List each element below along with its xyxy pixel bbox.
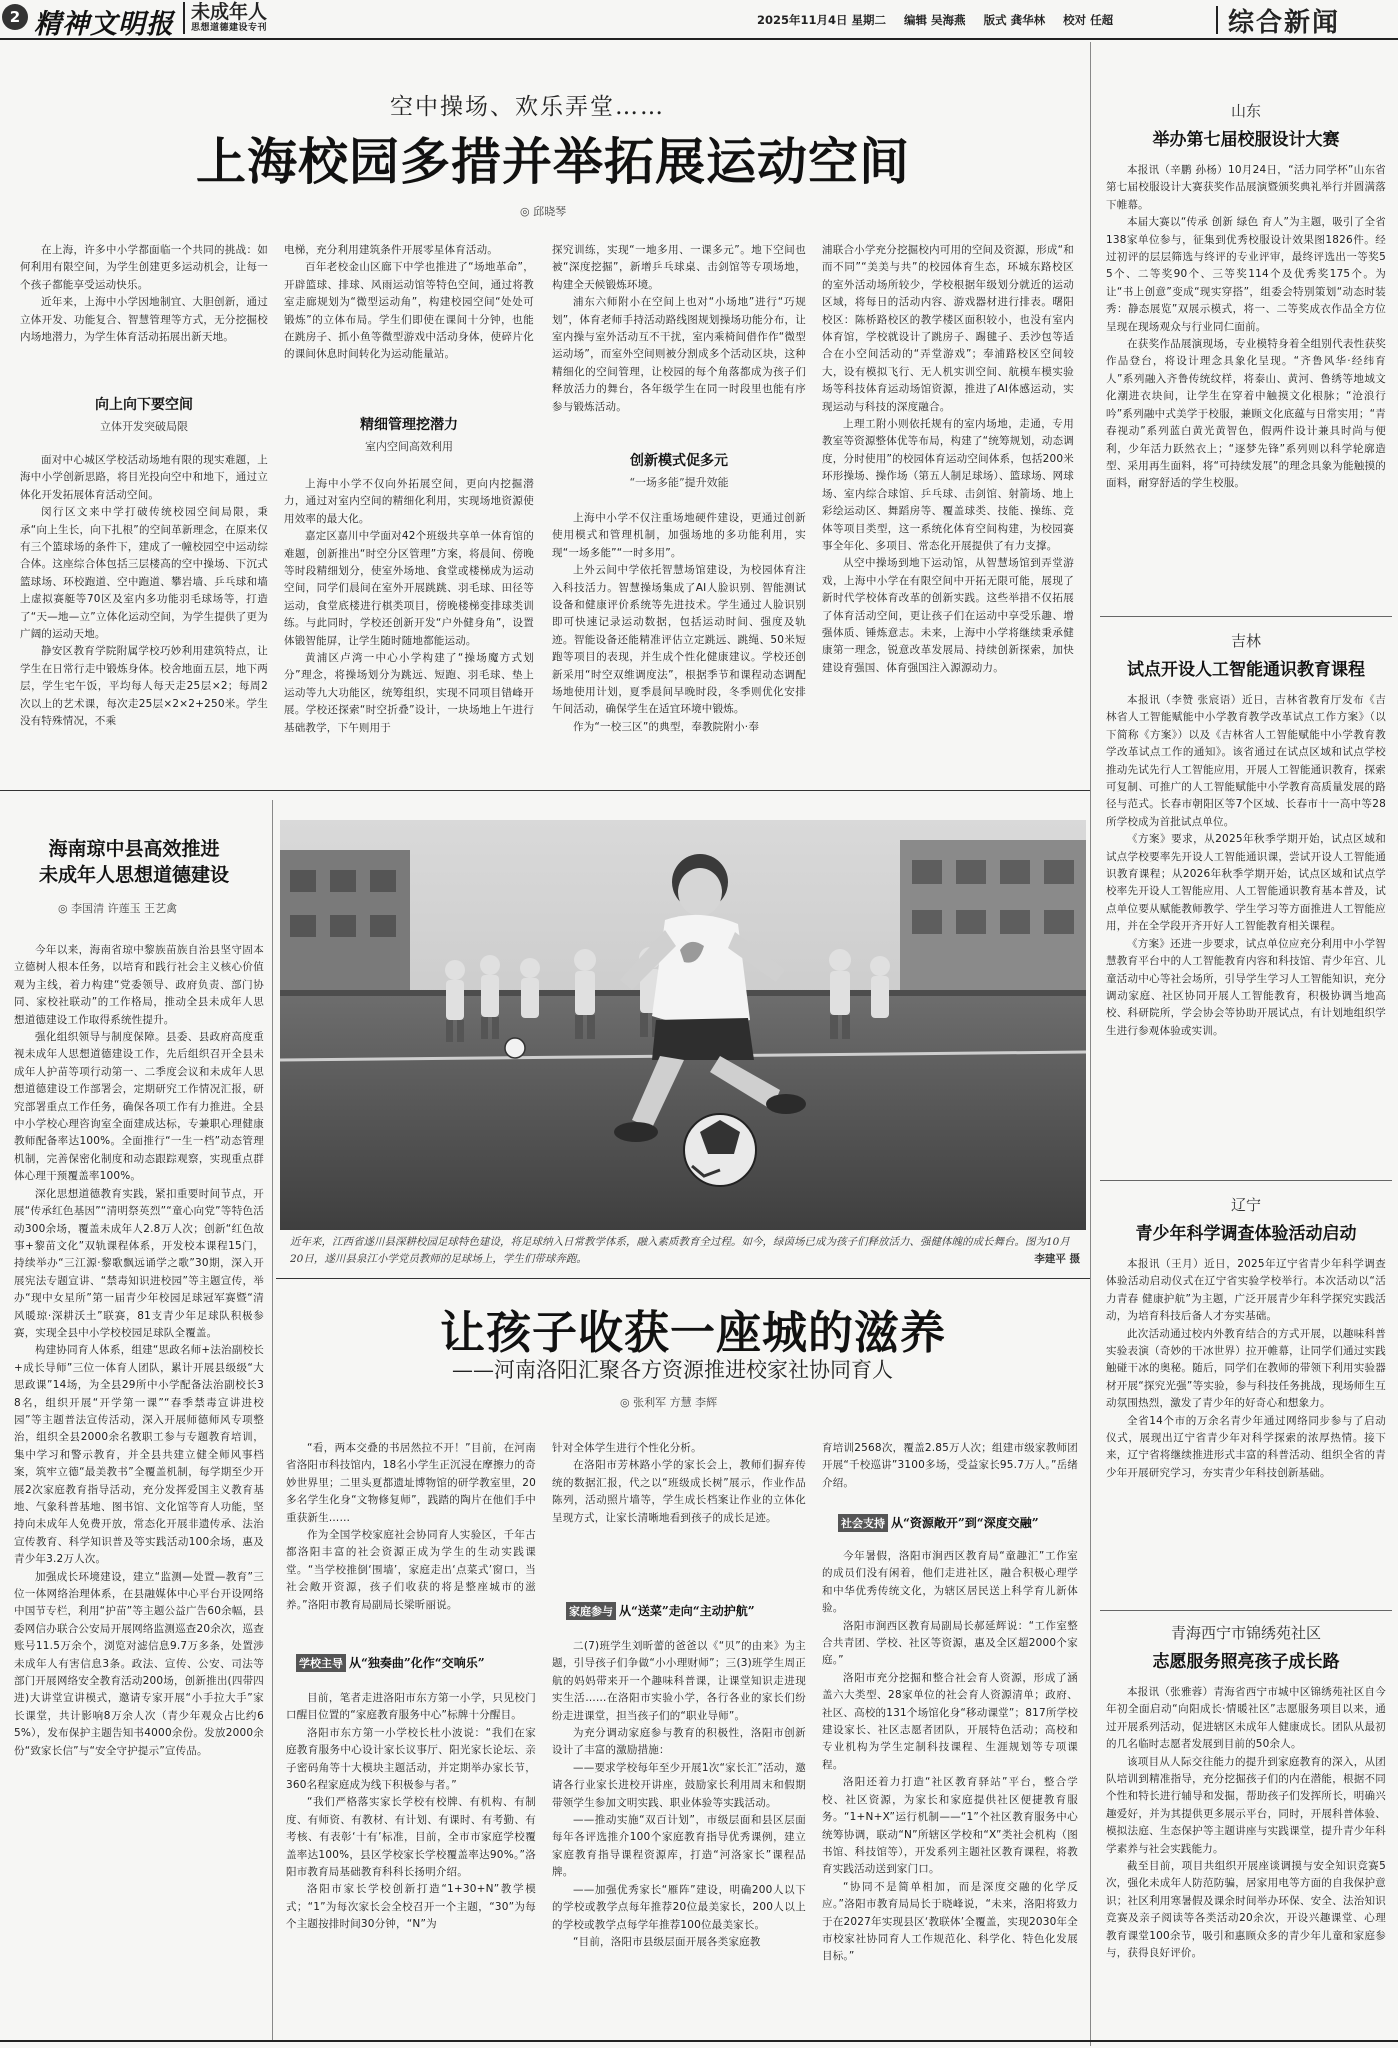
lead-byline: ◎ 邱晓琴 [520, 205, 567, 218]
column-name: 综合新闻 [1228, 8, 1341, 38]
lead-subhead-1: 向上向下要空间 立体开发突破局限 [95, 397, 193, 433]
lead-subhead-2: 精细管理挖潜力 室内空间高效利用 [360, 417, 458, 453]
luoyang-colA-bottom: 目前，笔者走进洛阳市东方第一小学，只见校门口醒目位置的“家庭教育服务中心”标牌十分醒目。 洛阳市东方第一小学校长杜小波说：“我们在家庭教育服务中心设计家长议事厅、阳光家长论坛、亲子密码角等十大模块主题活动，并定期举办家长节，360名程家庭成为线下积极参与者。” “我们严格落实家长学校有校牌、有机构、有制度、有师资、有教材、有计划、有课时、有考勤、有考核、有表彰‘十有’标准，目前，全市市家庭学校覆盖率达100%，县区学校家长学校覆盖率达90%。”洛阳市教育局基础教育科科长扬明介绍。 洛阳市家长学校创新打造“1+30+N”教学模式；“1”为每次家长会全校召开一个主题，“30”为每个主题按排时间30分钟，“N”为 [286, 1692, 536, 1931]
jilin-body: 本报讯（李赞 张宸语）近日，吉林省教育厅发布《吉林省人工智能赋能中小学教育教学改革试点工作方案》（以下简称《方案》）以及《吉林省人工智能赋能中小学教育教学改革试点工作的通知》。该省通过在试点区域和试点学校推动先试先行人工智能应用，开展人工智能通识教育，探索可复制、可推广的人工智能赋能中小学教育高质量发展的路径与范式。长春市朝阳区等7个区域、长春市十一高中等28所学校成为首批试点单位。 《方案》要求，从2025年秋季学期开始，试点区域和试点学校要率先开设人工智能通识课，尝试开设人工智能通识教育课程；从2026年秋季学期开始，试点区域和试点学校率先开设人工智能应用、人工智能通识教育基本普及，试点单位要从赋能教师教学、学生学习等方面推进人工智能应用，并在全学段开齐开好人工智能教育相关课程。 《方案》还进一步要求，试点单位应充分利用中小学智慧教育平台中的人工智能教育内容和科技馆、青少年宫、儿童活动中心等社会场所，引导学生学习人工智能知识，充分调动家庭、社区协同开展人工智能教育，积极协调当地高校、科研院所，学会协会等协助开展试点，有计划地组织学生进行参观体验或实训。 [1106, 694, 1386, 1037]
lead-subhead-3: 创新模式促多元 “一场多能”提升效能 [629, 453, 729, 489]
lead-bottom-rule [0, 790, 1090, 791]
right-sidebar-divider [1090, 42, 1091, 2046]
sidebar-rule-3 [1100, 1610, 1392, 1611]
layout-credit: 版式 龚华林 [983, 13, 1046, 27]
issue-info [757, 12, 1113, 28]
shandong-head: 山东 举办第七届校服设计大赛 [1152, 102, 1340, 150]
luoyang-tag-family: 家庭参与 从“送菜”走向“主动护航” [566, 1600, 755, 1620]
page-number-badge: 2 [2, 4, 28, 30]
luoyang-colA-top: “看，两本交叠的书居然拉不开！”目前，在河南省洛阳市科技馆内，18名小学生正沉浸在摩擦力的奇妙世界里；二里头夏都遗址博物馆的研学教室里，20多名学生化身“文物修复师”，践踏的陶片在他们手中重获新生…… 作为全国学校家庭社会协同育人实验区，千年古都洛阳丰富的社会资源正成为学生的生动实践课堂。“当学校推倒‘围墙’，家庭走出‘点菜式’窗口，当社会敞开资源，孩子们收获的将是整座城市的滋养。”洛阳市教育局副局长梁昕丽说。 [286, 1442, 536, 1611]
column-divider [1216, 6, 1218, 34]
qiongzhong-byline: ◎ 李国清 许莲玉 王艺禽 [58, 902, 178, 915]
photo-caption: 近年来，江西省遂川县深耕校园足球特色建设，将足球纳入日常教学体系，融入素质教育全过程。如今，绿茵场已成为孩子们释放活力、强健体魄的成长舞台。图为10月20日，遂川县泉江小学党员教师的足球场上，学生们带球奔跑。 李建平 摄 [290, 1234, 1080, 1268]
lead-col1-bottom: 面对中心城区学校活动场地有限的现实难题，上海中小学创新思路，将目光投向空中和地下，通过立体化开发拓展体育活动空间。 闵行区文来中学打破传统校园空间局限，秉承“向上生长，向下扎根”的空间革新理念，在原来仅有三个篮球场的条件下，建成了一幢校园空中运动综合体。这座综合体包括三层楼高的空中操场、下沉式篮球场、环校跑道、空中跑道、攀岩墙、乒乓球和墙上虚拟赛艇等70区及室内多功能羽毛球场等，打造了“天—地—立”立体化运动空间，为学生提供了更为广阔的运动天地。 静安区教育学院附属学校巧妙利用建筑特点，让学生在日常行走中锻炼身体。校舍地面五层，地下两层，学生宅午饭，平均每人每天走25层×2；每周2次以上的艺术课，每次走25层×2×2+250米。学生没有特殊情况，不乘 [20, 454, 268, 728]
paper-masthead: 精神文明报 [34, 9, 174, 40]
page-bottom-rule [0, 2040, 1398, 2042]
luoyang-colC-top: 育培训2568次，覆盖2.85万人次；组建市级家教师团开展“千校巡讲”3100多场，受益家长95.7万人。”岳绪介绍。 [822, 1442, 1078, 1489]
lead-headline: 上海校园多措并举拓展运动空间 [196, 132, 910, 191]
luoyang-colC-bottom: 今年暑假，洛阳市涧西区教育局“童趣汇”工作室的成员们没有闲着，他们走进社区，融合积极心理学和中华优秀传统文化，为辖区居民送上科学育儿新体验。 洛阳市涧西区教育局副局长郝延辉说：“工作室整合共青团、学校、社区等资源，惠及全区超2000个家庭。” 洛阳市充分挖掘和整合社会育人资源，形成了涵盖六大类型、28家单位的社会育人资源清单；政府、社区、高校的131个场馆化身“移动课堂”；817所学校建设家长、社区志愿者团队，开展特色活动；高校和专业机构为学生定制科技课程、生涯规划等专项课程。 洛阳还着力打造“社区教育驿站”平台，整合学校、社区资源，为家长和家庭提供社区便捷教育服务。“1+N+X”运行机制——“1”个社区教育服务中心统筹协调，联动“N”所辖区学校和“X”类社会机构（图书馆、科技馆等），开发系列主题社区教育课程，将教育实践活动送到家门口。 “协同不是简单相加，而是深度交融的化学反应。”洛阳市教育局局长于晓峰说，“未来，洛阳将致力于在2027年实现县区‘教联体’全覆盖，实现2030年全市校家社协同育人工作规范化、科学化、特色化发展目标。” [822, 1550, 1078, 1963]
lead-col2-bottom: 上海中小学不仅向外拓展空间，更向内挖掘潜力，通过对室内空间的精细化利用，实现场地资源使用效率的最大化。 嘉定区嘉川中学面对42个班级共享单一体育馆的难题，创新推出“时空分区管理”方案，将晨间、傍晚等时段精细划分，使室外场地、食堂或楼梯成为运动空间，同学们晨间在室外开展跳跳、羽毛球、田径等运动，食堂底楼进行棋类项目，傍晚楼梯变排球类训练。与此同时，学校还创新开发“户外健身角”，设置体锻智能屏，让学生随时随地都能运动。 黄浦区卢湾一中心小学构建了“操场魔方式划分”理念，将操场划分为跳远、短跑、羽毛球、垫上运动等九大功能区，统筹组织，实现不同项目错峰开展。学校还探索“时空折叠”设计，一块场地上午进行基础教学，下午则用于 [284, 478, 534, 734]
photo-bottom-rule [276, 1278, 1090, 1279]
football-photo [280, 820, 1086, 1230]
luoyang-colB-top: 针对全体学生进行个性化分析。 在洛阳市芳林路小学的家长会上，教师们摒弃传统的数据汇报，代之以“班级成长树”展示，作业作品陈列，活动照片墙等，学生成长档案让作业的立体化呈现方式，让家长清晰地看到孩子的成长足迹。 [552, 1442, 806, 1524]
lead-kicker: 空中操场、欢乐弄堂…… [390, 94, 665, 120]
proof-credit: 校对 任超 [1063, 13, 1114, 27]
liaoning-head: 辽宁 青少年科学调查体验活动启动 [1135, 1196, 1357, 1244]
qiongzhong-title: 海南琼中县高效推进 未成年人思想道德建设 [38, 838, 229, 886]
lead-col3-bottom: 上海中小学不仅注重场地硬件建设，更通过创新使用模式和管理机制，加强场地的多功能利用，实现“一场多能”“一时多用”。 上外云间中学依托智慧场馆建设，为校园体育注入科技活力。智慧操场集成了AI人脸识别、智能测试设备和健康评价系统等先进技术。学生通过人脸识别即可快速记录运动数据，包括运动时间、强度及轨迹。智能设备还能精准评估立定跳远、跳绳、50米短跑等项目的表现，并生成个性化健康建议。学校还创新采用“时空双维调度法”，根据季节和课程动态调配场地使用计划，夏季晨间早晚时段，冬季则优化安排午间活动，确保学生在适宜环境中锻炼。 作为“一校三区”的典型，奉教院附小·奉 [552, 512, 806, 733]
lead-col2-top: 电梯，充分利用建筑条件开展零星体育活动。 百年老校金山区廊下中学也推进了“场地革命”，开辟篮球、排球、风雨运动馆等特色空间，通过将教室走廊规划为“微型运动角”，构建校园空间“处处可锻炼”的立体布局。学生们即使在课间十分钟，也能在跳房子、抓小鱼等微型游戏中活动身体，使碎片化的课间休息时间转化为运动能量站。 [284, 244, 534, 361]
photo-credit: 李建平 摄 [1034, 1253, 1080, 1265]
luoyang-tag-society: 社会支持 从“资源敞开”到“深度交融” [838, 1512, 1039, 1532]
editor-credit: 编辑 吴海燕 [904, 13, 966, 27]
luoyang-colB-bottom: 二(7)班学生刘昕蕾的爸爸以《“贝”的由来》为主题，引导孩子们争做“小小理财师”；三(3)班学生周正航的妈妈带来开一个趣味科普课，让课堂知识走进现实生活……在洛阳市实验小学，各行各业的家长们纷纷走进课堂，担当孩子们的“职业导师”。 为充分调动家庭参与教育的积极性，洛阳市创新设计了丰富的激励措施： ——要求学校每年至少开展1次“家长汇”活动，邀请各行业家长进校开讲座，鼓励家长利用周末和假期带领学生参加文明实践、职业体验等实践活动。 ——推动实施“双百计划”，市级层面和县区层面每年各评选推介100个家庭教育指导优秀课例，建立家庭教育指导课程资源库，打造“河洛家长”课程品牌。 ——加强优秀家长“雁阵”建设，明确200人以下的学校或教学点每年推荐20位最美家长，200人以上的学校或教学点每学年推荐100位最美家长。 “目前，洛阳市县级层面开展各类家庭教 [552, 1640, 806, 1948]
section-name: 未成年人 思想道德建设专刊 [183, 2, 267, 34]
qinghai-head: 青海西宁市锦绣苑社区 志愿服务照亮孩子成长路 [1152, 1624, 1340, 1672]
lead-col4: 浦联合小学充分挖掘校内可用的空间及资源，形成“和而不同”“美美与共”的校园体育生态，环城东路校区的室外活动场所较少，学校根据年级划分就近的运动区域，将每日的活动内容、游戏器材进行排表。曙阳校区：陈桥路校区的教学楼区面积较小，也没有室内体育馆，学校就设计了跳房子、踢毽子、丢沙包等适合在小空间活动的“弄堂游戏”；奉浦路校区空间较大，设有模拟飞行、无人机实训空间、航模车模实验场等科技体育运动场馆资源，推进了AI体感运动，实现运动与科技的深度融合。 上理工附小则依托规有的室内场地，走通，专用教室等资源整体优等布局，构建了“统筹规划，动态调度，分时使用”的校园体育运动空间体系，包括200米环形操场、操作场（第五人制足球场）、篮球场、网球场、室内综合球馆、乒乓球、击剑馆、射箭场、地上彩绘运动区、舞蹈房等、覆盖球类、技能、操练、竞体等项目类型，这一系统化体育空间构建，为校园赛事全年化、多项目、常态化开展提供了有力支撑。 从空中操场到地下运动馆，从智慧场馆到弄堂游戏，上海中小学在有限空间中开拓无限可能，展现了新时代学校体育改革的创新实践。这些举措不仅拓展了体育活动空间，更让孩子们在运动中享受乐趣、增强体质、锤炼意志。未来，上海中小学将继续秉承健康第一理念，锐意改革发展局、持续创新探索，加快建设育强国、体育强国注入源源动力。 [822, 244, 1074, 674]
qiongzhong-body: 今年以来，海南省琼中黎族苗族自治县坚守固本立德树人根本任务，以培育和践行社会主义核心价值观为主线，着力构建“党委领导、政府负责、部门协同、家校社联动”的工作格局，推动全县未成年人思想道德建设工作取得系统性提升。 强化组织领导与制度保障。县委、县政府高度重视未成年人思想道德建设工作，先后组织召开全县未成年人护苗等项行动第一、二季度会议和未成年人思想道德建设工作部署会，定期研究工作情况汇报，研究部署重点工作任务，确保各项工作有力推进。全县中小学校心理咨询室全面建成达标，专兼职心理健康教师配备率达100%。全面推行“一生一档”动态管理机制，完善保密化制度和动态跟踪观察，实现重点群体心理干预覆盖率100%。 深化思想道德教育实践，紧扣重要时间节点，开展“传承红色基因”“清明祭英烈”“童心向党”等特色活动300余场，覆盖未成年人2.8万人次；创新“红色故事+黎苗文化”双轨课程体系，开发校本课程15门，持续举办“三江源·黎歌飘远诵学之歌”30期，深入开展宪法专题宣讲、“禁毒知识进校园”等主题宣传，举办“现中女星所”第一届青少年校园足球冠军赛暨“清风暖琼·深耕沃土”联赛，81支青少年足球队积极参赛，实现全县中小学校校园足球队全覆盖。 构建协同育人体系，组建“思政名师+法治副校长+成长导师”三位一体育人团队，累计开展县级级“大思政课”14场，为全县29所中小学配备法治副校长38名，组织开展“开学第一课”“春季禁毒宣讲进校园”等主题普法宣传活动，深入开展师德师风专项整治，组织全县2000余名教职工参与专题教育培训，集中学习和警示教育，并全县共建立健全师风事档案，筑牢立德“最美教书”全覆盖机制，每学期至少开展2次家庭教育指导活动，充分发挥爱国主义教育基地、气象科普基地、图书馆、文化馆等育人功能，坚持向未成年人免费开放，常态化开展非遗传承、法治宣传教育、科学知识普及等实践活动100余场，惠及青少年3.2万人次。 加强成长环境建设，建立“监测—处置—教育”三位一体网络治理体系，在县融媒体中心平台开设网络中国节专栏，利用“护苗”等主题公益广告60余幅，县委网信办联合公安局开展网络监测巡查20余次，巡查账号11.5万余个，浏览对滤信息9.7万多条，处置涉未成年人有害信息3条。政法、宣传、公安、司法等部门开展网络安全教育活动200场，创新推出(四带四进)大讲堂宣讲模式，邀请专家开展“小手拉大手”家长课堂，共计影响8万余人次（青少年观众占比约65%），发布保护主题告知书4000余份。发放2000余份“致家长信”与“安全守护提示”宣传品。 [14, 944, 264, 1757]
qinghai-body: 本报讯（张雅蓉）青海省西宁市城中区锦绣苑社区自今年初全面启动“向阳成长·情暖社区”志愿服务项目以来，通过开展系列活动，促进辖区未成年人健康成长。团队从最初的几名临时志愿者发展到目前的50余人。 该项目从人际交往能力的提升到家庭教育的深入，从团队培训到精准指导，充分挖掘孩子们的内在潜能，根据不同个性和特长进行辅导和发掘，帮助孩子们发挥所长，明确兴趣爱好，并为其提供更多展示平台，同时，开展科普体验、模拟法庭、生态保护等主题讲座与实践课堂，提升青少年科学素养与社会实践能力。 截至目前，项目共组织开展座谈调摸与安全知识竞赛5次，强化未成年人防范防骗，居家用电等方面的自我保护意识；社区利用寒暑假及课余时间举办环保、安全、法治知识竞赛及亲子阅读等各类活动20余次，开设兴趣课堂、心理教育课堂100余节，吸引和惠顾众多的青少年儿童和家庭参与，获得良好评价。 [1106, 1686, 1386, 1960]
luoyang-headline: 让孩子收获一座城的滋养 [440, 1306, 947, 1359]
liaoning-body: 本报讯（王月）近日，2025年辽宁省青少年科学调查体验活动启动仪式在辽宁省实验学校举行。本次活动以“活力青春 健康护航”为主题，广泛开展青少年科学探究实践活动，为培育科技后备人才夯实基础。 此次活动通过校内外教育结合的方式开展，以趣味科普实验表演（奇妙的干冰世界）拉开帷幕，让同学们通过实践触碰干冰的奥秘。随后，同学们在教师的带领下利用实验器材开展“探究光强”等实验，参与科技任务挑战，现场师生互动氛围热烈，激发了青少年的好奇心和想象力。 全省14个市的万余名青少年通过网络同步参与了启动仪式，展现出辽宁省青少年对科学探索的浓厚热情。接下来，辽宁省将继续推进形式丰富的科普活动、组织全省的青少年开展研究学习，夯实青少年科技创新基础。 [1106, 1258, 1386, 1479]
qiongzhong-divider [272, 800, 273, 2040]
shandong-body: 本报讯（辛鹏 孙杨）10月24日，“活力同学杯”山东省第七届校服设计大赛获奖作品展演暨颁奖典礼举行并圆满落下帷幕。 本届大赛以“传承 创新 绿色 育人”为主题，吸引了全省138家单位参与，征集到优秀校服设计效果图1826件。经过初评的层层筛选与终评的专业评审，最终评选出一等奖55个、二等奖90个、三等奖114个及优秀奖175个。为让“书上创意”变成“现实穿搭”，组委会特别策划“动态时装秀：静态展览”双展示模式，将一、二等奖成衣作品全方位呈现在现场观众与行业同仁面前。 在获奖作品展演现场，专业模特身着全组别代表性获奖作品登台，将设计理念具象化呈现。“齐鲁风华·经纬育人”系列融入齐鲁传统纹样，将泰山、黄河、鲁绣等地域文化潮进衣块间，让学生在穿着中触摸文化根脉；“沧浪行吟”系列融中式美学于校服，兼顾文化底蕴与日常实用；“青春视动”系列蓝白黄光黄智色，假两件设计兼具时尚与便利，少年活力跃然衣上；“逐梦先锋”系列则以科学轮廓造型、采用再生面料，将“可持续发展”的理念具象为能触摸的面料，耐穿舒适的学生校服。 [1106, 164, 1386, 490]
issue-date: 2025年11月4日 星期二 [757, 13, 887, 27]
header-rule [0, 38, 1398, 40]
sidebar-rule-2 [1100, 1180, 1392, 1181]
luoyang-tag-school: 学校主导 从“独奏曲”化作“交响乐” [296, 1652, 485, 1672]
football-photo-illustration [280, 820, 1086, 1230]
jilin-head: 吉林 试点开设人工智能通识教育课程 [1127, 632, 1365, 680]
luoyang-subheadline: ——河南洛阳汇聚各方资源推进校家社协同育人 [452, 1358, 893, 1382]
lead-col3-top: 探究训练，实现“一地多用、一课多元”。地下空间也被“深度挖掘”，新增乒乓球桌、击剑馆等专项场地，构建全天候锻炼环境。 浦东六师附小在空间上也对“小场地”进行“巧规划”，体育老师手持活动路线图规划操场功能分布，让室内操与室外活动互不干扰，室内乘椅间借作作“微型运动场”，而室外空间则被分割成多个活动区块，这种精细化的空间管理，让校园的每个角落都成为孩子们释放活力的舞台，各年级学生在同一时段里也能有序参与锻炼活动。 [552, 244, 806, 413]
lead-col1-top: 在上海，许多中小学都面临一个共同的挑战：如何利用有限空间，为学生创建更多运动机会，让每一个孩子都能享受运动快乐。 近年来，上海中小学因地制宜、大胆创新，通过立体开发、功能复合、智慧管理等方式，无分挖掘校内场地潜力，为学生体育活动拓展出新天地。 [20, 244, 268, 344]
luoyang-byline: ◎ 张利军 方慧 李辉 [620, 1396, 718, 1409]
sidebar-rule-1 [1100, 616, 1392, 617]
